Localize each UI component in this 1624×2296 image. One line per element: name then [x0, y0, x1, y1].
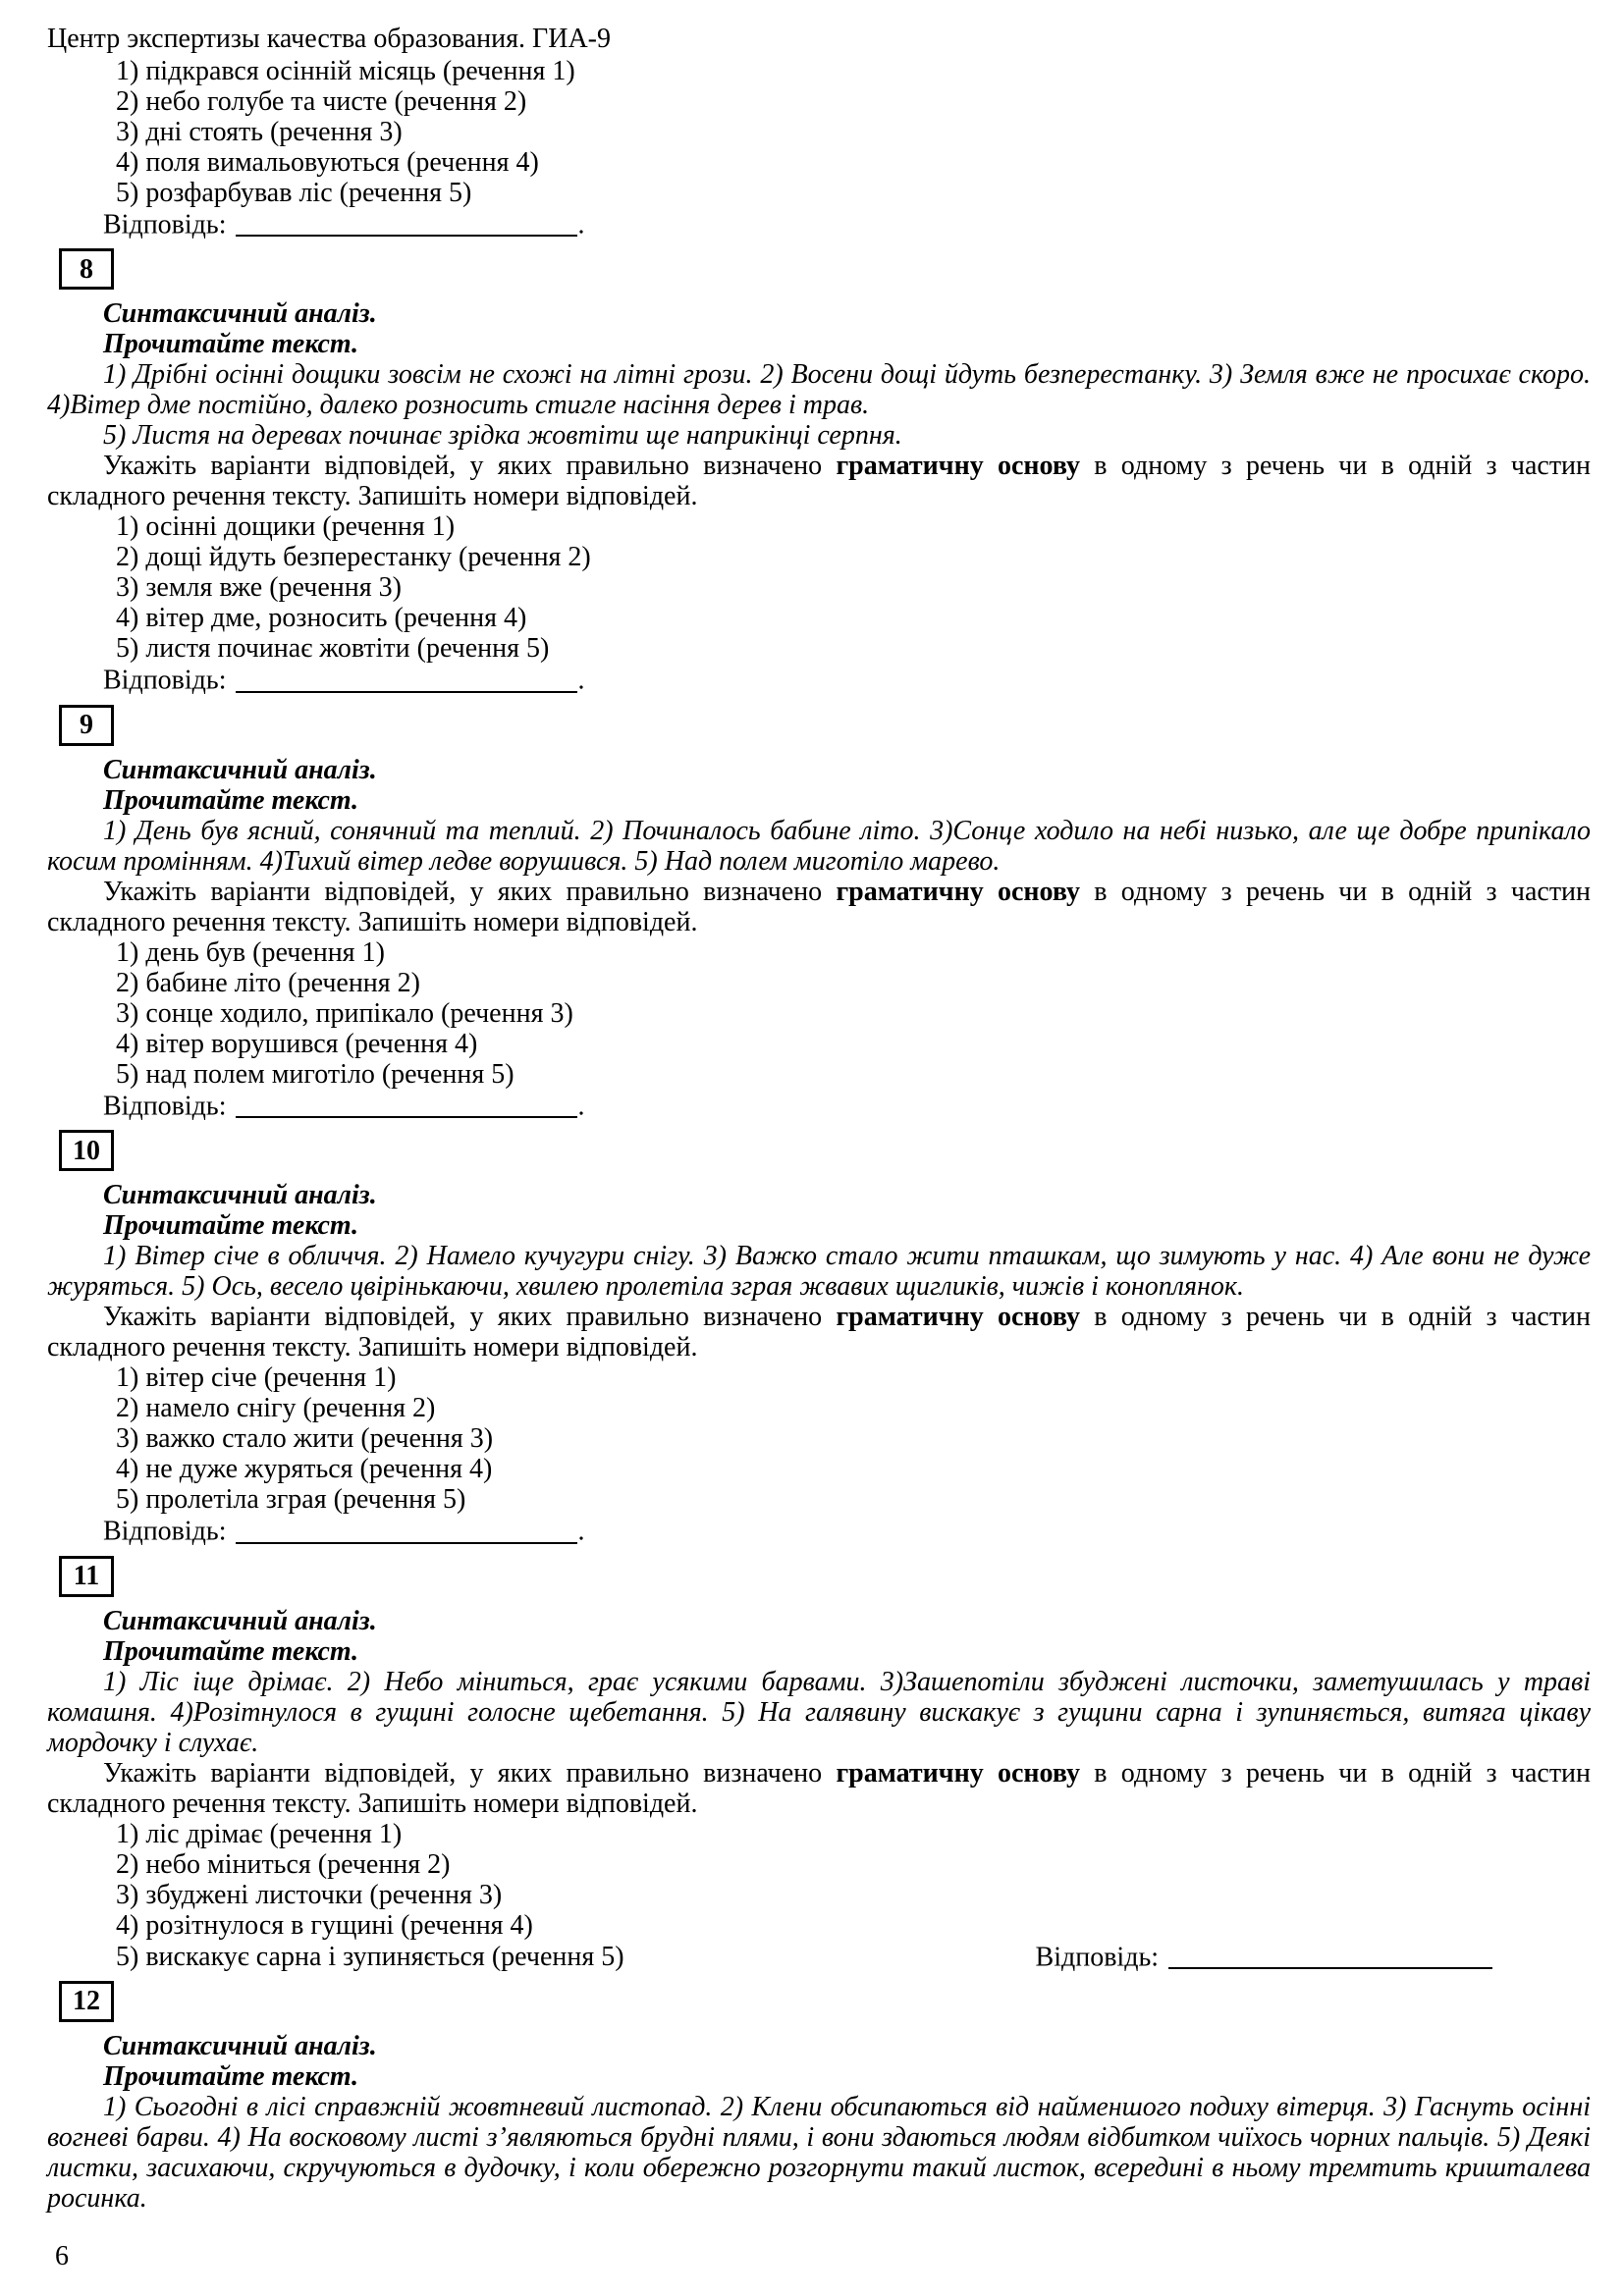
page-header: Центр экспертизы качества образования. ГИА-9 [47, 24, 611, 54]
section-title: Синтаксичний аналіз. [103, 754, 377, 785]
option-item: 2) небо голубе та чисте (речення 2) [116, 86, 527, 117]
task-bold-phrase: граматичну основу [836, 1757, 1081, 1789]
question-number: 11 [73, 1561, 100, 1592]
option-item: 5) пролетіла зграя (речення 5) [116, 1484, 466, 1516]
answer-period: . [577, 209, 585, 240]
answer-label: Відповідь: [103, 665, 227, 696]
answer-blank [1168, 1941, 1492, 1969]
answer-label: Відповідь: [103, 1091, 227, 1122]
option-item: 5) вискакує сарна і зупиняється (речення 5) [116, 1941, 624, 1972]
answer-label: Відповідь: [1035, 1941, 1159, 1972]
question-8 [47, 248, 1591, 695]
option-item: 3) дні стоять (речення 3) [116, 117, 403, 147]
options-list [47, 511, 1591, 664]
option-item: 4) поля вимальовуються (речення 4) [116, 147, 539, 178]
question-number-box [59, 705, 114, 746]
option-item: 5) розфарбував ліс (речення 5) [116, 178, 472, 208]
task-text: Укажіть варіанти відповідей, у яких правильно визначено граматичну основу в одному з речень чи в одній з частин складного речення тексту. Запишіть номери відповідей. [47, 1757, 1592, 1819]
answer-label: Відповідь: [103, 1516, 227, 1547]
option-answer-row [47, 1941, 1591, 1972]
option-item: 1) ліс дрімає (речення 1) [116, 1818, 403, 1849]
section-subtitle: Прочитайте текст. [103, 2060, 359, 2092]
option-item: 5) листя починає жовтіти (речення 5) [116, 633, 550, 665]
passage-text: 1) Сьогодні в лісі справжній жовтневий листопад. 2) Клени обсипаються від найменшого подиху вітерця. 3) Гаснуть осінні вогневі барви. 4) На восковому листі з’являються брудні плями, і вони здаються людям відбитком чиїхось чорних пальців. 5) Деякі листки, засихаючи, скручуються в дудочку, і коли обережно розгорнути такий листок, всередині в ньому тремтить кришталева росинка. [47, 2091, 1591, 2214]
question-number: 9 [80, 710, 93, 741]
question-11 [47, 1556, 1591, 1972]
options-list [47, 1819, 1591, 1972]
section-subtitle: Прочитайте текст. [103, 329, 359, 360]
option-item: 1) день був (речення 1) [116, 936, 385, 968]
option-item: 1) підкрався осінній місяць (речення 1) [116, 56, 575, 86]
answer-period: . [577, 1516, 585, 1547]
option-item: 3) збуджені листочки (речення 3) [116, 1879, 503, 1910]
options-list [47, 937, 1591, 1090]
option-item: 1) вітер січе (речення 1) [116, 1362, 397, 1394]
section-subtitle: Прочитайте текст. [103, 1635, 359, 1667]
answer-line [1036, 1941, 1492, 1972]
option-item: 5) над полем миготіло (речення 5) [116, 1058, 514, 1090]
passage-text: 1) Ліс іще дрімає. 2) Небо міниться, грає усякими барвами. 3)Зашепотіли збуджені листочки, заметушилась у траві комашня. 4)Розітнулося в гущині голосне щебетання. 5) На галявину вискакує з гущини сарна і зупиняється, витяга цікаву мордочку і слухає. [47, 1666, 1591, 1758]
intro-options-list [47, 56, 1591, 208]
question-number: 12 [73, 1986, 100, 2017]
option-item: 4) вітер дме, розносить (речення 4) [116, 603, 527, 634]
passage-text: 1) День був ясний, сонячний та теплий. 2) Починалось бабине літо. 3)Сонце ходило на небі низько, але ще добре припікало косим промінням. 4)Тихий вітер ледве ворушився. 5) Над полем миготіло марево. [47, 815, 1591, 877]
answer-blank [236, 1515, 577, 1543]
option-item: 4) вітер ворушився (речення 4) [116, 1028, 478, 1059]
section-title: Синтаксичний аналіз. [103, 1605, 377, 1636]
question-12 [47, 1981, 1591, 2214]
passage-text: 1) Дрібні осінні дощики зовсім не схожі на літні грози. 2) Восени дощі йдуть безперестанку. 3) Земля вже не просихає скоро. 4)Вітер дме постійно, далеко розносить стигле насіння дерев і трав. [47, 359, 1591, 421]
answer-line [103, 1515, 1591, 1546]
question-number-box [59, 1130, 114, 1171]
options-list [47, 1362, 1591, 1515]
option-item: 2) небо міниться (речення 2) [116, 1848, 451, 1880]
task-text: Укажіть варіанти відповідей, у яких правильно визначено граматичну основу в одному з речень чи в одній з частин складного речення тексту. Запишіть номери відповідей. [47, 451, 1592, 512]
section-subtitle: Прочитайте текст. [103, 1210, 359, 1242]
answer-blank [236, 1090, 577, 1118]
question-9 [47, 705, 1591, 1121]
answer-period: . [577, 1091, 585, 1122]
task-text: Укажіть варіанти відповідей, у яких правильно визначено граматичну основу в одному з речень чи в одній з частин складного речення тексту. Запишіть номери відповідей. [47, 1302, 1592, 1363]
option-item: 3) важко стало жити (речення 3) [116, 1423, 494, 1455]
option-item: 4) розітнулося в гущині (речення 4) [116, 1909, 533, 1941]
option-item: 3) земля вже (речення 3) [116, 572, 402, 604]
question-10 [47, 1130, 1591, 1546]
page-number: 6 [55, 2240, 69, 2271]
question-number-box [59, 1556, 114, 1597]
task-text: Укажіть варіанти відповідей, у яких правильно визначено граматичну основу в одному з речень чи в одній з частин складного речення тексту. Запишіть номери відповідей. [47, 876, 1592, 937]
task-bold-phrase: граматичну основу [836, 876, 1081, 907]
question-number: 10 [73, 1135, 100, 1166]
option-item: 2) бабине літо (речення 2) [116, 967, 420, 998]
passage-text: 1) Вітер січе в обличчя. 2) Намело кучугури снігу. 3) Важко стало жити пташкам, що зимують у нас. 4) Але вони не дуже журяться. 5) Ось, весело цвірінькаючи, хвилею пролетіла зграя жвавих щигликів, чижів і коноплянок. [47, 1241, 1591, 1303]
task-bold-phrase: граматичну основу [836, 451, 1081, 482]
option-item: 2) дощі йдуть безперестанку (речення 2) [116, 542, 591, 573]
answer-period: . [577, 665, 585, 696]
option-item: 1) осінні дощики (речення 1) [116, 511, 456, 543]
section-title: Синтаксичний аналіз. [103, 298, 377, 330]
question-number-box [59, 1981, 114, 2022]
section-subtitle: Прочитайте текст. [103, 784, 359, 816]
section-title: Синтаксичний аналіз. [103, 2030, 377, 2061]
answer-blank [236, 664, 577, 692]
option-item: 4) не дуже журяться (речення 4) [116, 1454, 493, 1485]
option-item: 3) сонце ходило, припікало (речення 3) [116, 997, 573, 1029]
section-title: Синтаксичний аналіз. [103, 1180, 377, 1211]
answer-line [103, 664, 1591, 695]
answer-line [103, 208, 1591, 240]
answer-label: Відповідь: [103, 209, 227, 240]
question-number-box [59, 248, 114, 290]
answer-line [103, 1090, 1591, 1121]
answer-blank [236, 208, 577, 237]
task-bold-phrase: граматичну основу [836, 1302, 1081, 1333]
passage-text: 5) Листя на деревах починає зрідка жовтіти ще наприкінці серпня. [103, 420, 902, 452]
question-number: 8 [80, 253, 93, 285]
option-item: 2) намело снігу (речення 2) [116, 1393, 436, 1424]
